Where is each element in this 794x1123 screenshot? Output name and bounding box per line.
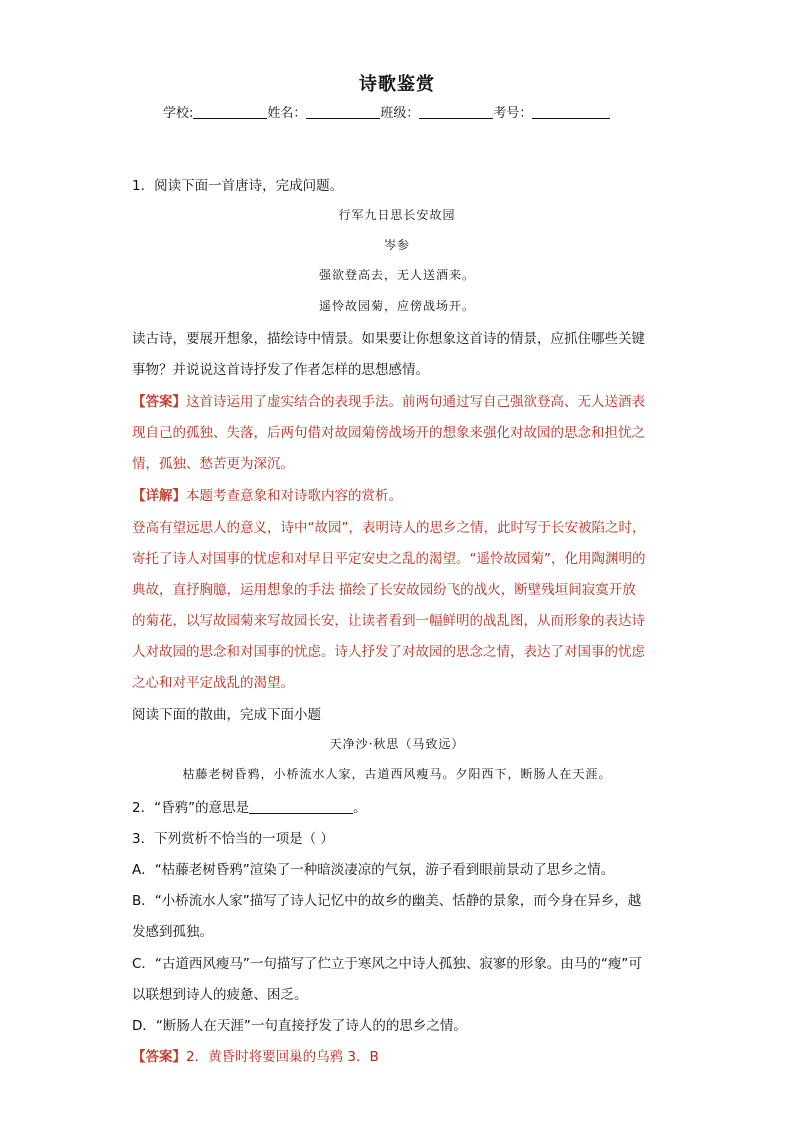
q1-answer-line3: 情，孤独、愁苦更为深沉。 bbox=[132, 456, 294, 472]
answer-tag: 【答案】 bbox=[132, 394, 186, 410]
q1-answer-line2: 现自己的孤独、失落，后两句借对故园菊傍战场开的想象来强化对故园的思念和担忧之 bbox=[132, 425, 645, 441]
q2-poem-text: 枯藤老树昏鸦，小桥流水人家，古道西风瘦马。夕阳西下，断肠人在天涯。 bbox=[182, 767, 612, 781]
q1-poem-title: 行军九日思长安故园 bbox=[338, 208, 456, 222]
q3-option-b-line2: 发感到孤独。 bbox=[132, 924, 213, 940]
class-label: 班级： bbox=[380, 106, 420, 121]
q1-detail-line5: 人对故园的思念和对国事的忧虑。诗人抒发了对故园的思念之情，表达了对国事的忧虑 bbox=[132, 644, 645, 660]
page-title: 诗歌鉴赏 bbox=[359, 74, 435, 95]
q2-answer: 【答案】2．黄昏时将要回巢的乌鸦 3．B bbox=[132, 1049, 379, 1065]
q1-question-line1: 读古诗，要展开想象，描绘诗中情景。如果要让你想象这首诗的情景，应抓住哪些关键 bbox=[132, 331, 645, 347]
class-blank[interactable] bbox=[419, 105, 493, 119]
q1-poem-line1: 强欲登高去，无人送酒来。 bbox=[318, 268, 475, 282]
q2-question: 2．“昏鸦”的意思是 。 bbox=[132, 800, 367, 816]
q3-option-c-line2: 以联想到诗人的疲惫、困乏。 bbox=[132, 987, 308, 1003]
q3-option-b-line1: B．“小桥流水人家”描写了诗人记忆中的故乡的幽美、恬静的景象，而今身在异乡，越 bbox=[132, 893, 642, 909]
q1-poem-line2: 遥怜故园菊，应傍战场开。 bbox=[318, 299, 475, 313]
exam-no-label: 考号： bbox=[493, 106, 533, 121]
q2-answer-blank[interactable] bbox=[249, 800, 353, 814]
name-blank[interactable] bbox=[306, 105, 380, 119]
q2-intro: 阅读下面的散曲，完成下面小题 bbox=[132, 707, 321, 723]
q1-detail-line1: 登高有望远思人的意义，诗中“故园”，表明诗人的思乡之情，此时写于长安被陷之时， bbox=[132, 520, 646, 536]
q1-answer-line1: 【答案】这首诗运用了虚实结合的表现手法。前两句通过写自己强欲登高、无人送酒表 bbox=[132, 394, 645, 410]
q3-question: 3．下列赏析不恰当的一项是（ ） bbox=[132, 831, 334, 847]
q1-detail-line2: 寄托了诗人对国事的忧虑和对早日平定安史之乱的渴望。“遥怜故园菊”，化用陶渊明的 bbox=[132, 551, 646, 567]
name-label: 姓名： bbox=[267, 106, 307, 121]
q3-option-a: A．“枯藤老树昏鸦”渲染了一种暗淡凄凉的气氛，游子看到眼前景动了思乡之情。 bbox=[132, 862, 615, 878]
q1-detail-line3: 典故，直抒胸臆，运用想象的手法 描绘了长安故园纷飞的战火，断壁残垣间寂寞开放 bbox=[132, 582, 636, 598]
q1-question-line2: 事物？并说说这首诗抒发了作者怎样的思想感情。 bbox=[132, 362, 429, 378]
q3-option-d: D．“断肠人在天涯”一句直接抒发了诗人的的思乡之情。 bbox=[132, 1018, 467, 1034]
exam-no-blank[interactable] bbox=[532, 105, 610, 119]
q1-stem: 1．阅读下面一首唐诗，完成问题。 bbox=[132, 178, 344, 194]
school-label: 学校: bbox=[163, 106, 194, 121]
detail-tag: 【详解】 bbox=[132, 488, 186, 504]
q1-detail-line6: 之心和对平定战乱的渴望。 bbox=[132, 675, 294, 691]
q1-detail-intro: 【详解】本题考查意象和对诗歌内容的赏析。 bbox=[132, 488, 402, 504]
q3-option-c-line1: C．“古道西风瘦马”一句描写了伫立于寒风之中诗人孤独、寂寥的形象。由马的“瘦”可 bbox=[132, 956, 642, 972]
answer-tag-2: 【答案】 bbox=[132, 1049, 186, 1065]
q1-poem-author: 岑参 bbox=[383, 238, 410, 252]
q2-poem-title: 天净沙·秋思（马致远） bbox=[329, 737, 465, 751]
school-blank[interactable] bbox=[193, 105, 267, 119]
student-info-row bbox=[163, 102, 610, 121]
q1-detail-line4: 的菊花，以写故园菊来写故园长安，让读者看到一幅鲜明的战乱图，从而形象的表达诗 bbox=[132, 613, 645, 629]
